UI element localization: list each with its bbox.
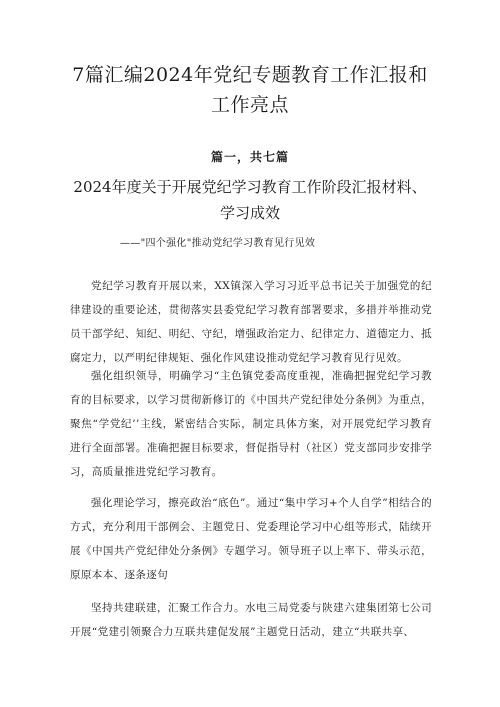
body-paragraph: 党纪学习教育开展以来，XX镇深入学习习近平总书记关于加强党的纪律建设的重要论述，贯彻落实县委党纪学习教育部署要求，多措并举推动党员干部学纪、知纪、明纪、守纪，增强政治定力、纪律定力、道德定力、抵腐定力，以严明纪律规矩、强化作风建设推动党纪学习教育见行见效。 bbox=[70, 279, 432, 364]
document-title bbox=[40, 60, 460, 120]
body-paragraph: 坚持共建联建，汇聚工作合力。水电三局党委与陕建六建集团第七公司开展“党建引领聚合力互联共建促发展”主题党日活动，建立“共联共享、 bbox=[70, 601, 432, 638]
section-title-line-2: 学习成效 bbox=[219, 204, 280, 222]
body-paragraph: 强化组织领导，明确学习“主色镇党委高度重视，准确把握党纪学习教育的目标要求，以学习贯彻新修订的《中国共产党纪律处分条例》为重点，聚焦“学党纪’’主线，紧密结合实际，制定具体方案，对开展党纪学习教育进行全面部署。准确把握目标要求，督促指导村（社区）党支部同步安排学习，高质量推进党纪学习教育。 bbox=[70, 369, 432, 478]
section-subtitle: ——"四个强化"推动党纪学习教育见行见效 bbox=[120, 238, 316, 249]
document-title-line-2: 工作亮点 bbox=[210, 94, 289, 116]
section-title-line-1: 2024年度关于开展党纪学习教育工作阶段汇报材料、 bbox=[73, 178, 427, 196]
body-paragraph: 强化理论学习，擦亮政治“底色”。通过“集中学习+个人自学”相结合的方式，充分利用干部例会、主题党日、党委理论学习中心组等形式，陆续开展《中国共产党纪律处分条例》专题学习。领导班子以上率下、带头示范，原原本本、逐条逐句 bbox=[70, 496, 432, 581]
part-heading: 篇一，共七篇 bbox=[210, 150, 289, 164]
section-title bbox=[60, 174, 440, 226]
document-title-line-1: 7篇汇编2024年党纪专题教育工作汇报和 bbox=[72, 64, 428, 86]
